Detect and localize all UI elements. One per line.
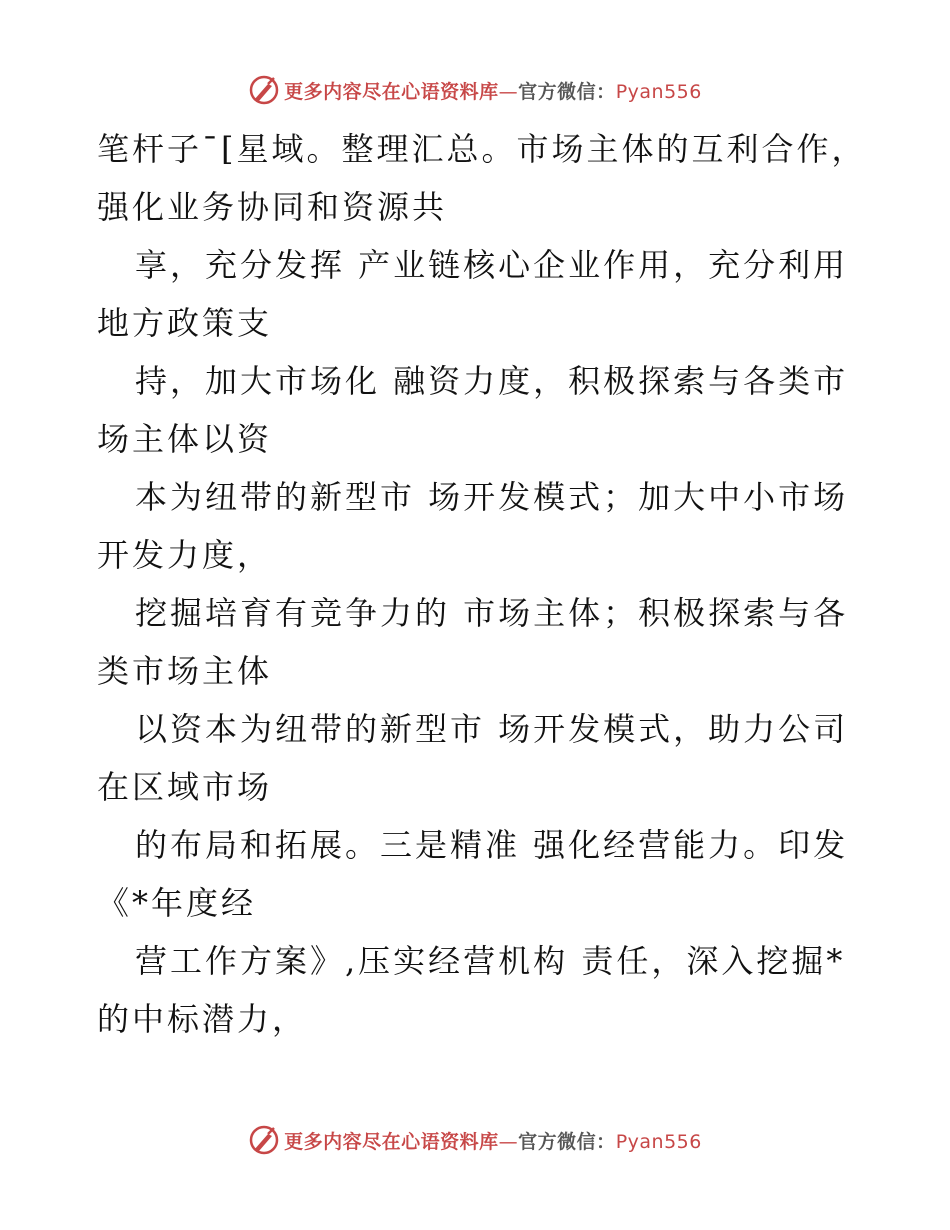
watermark-official: 官方微信： — [518, 1130, 616, 1153]
text-line: 类市场主体 — [97, 652, 273, 690]
document-body — [97, 120, 867, 1048]
text-line: 开发力度， — [97, 536, 273, 574]
text-line: 强化业务协同和资源共 — [97, 188, 448, 226]
pen-logo-icon — [248, 1124, 280, 1156]
text-line: 的布局和拓展。三是精准 强化经营能力。印发 — [135, 826, 849, 864]
text-line: 在区域市场 — [97, 768, 273, 806]
watermark-dash: — — [498, 80, 519, 103]
watermark-name: 更多内容尽在心语资料库 — [284, 80, 499, 103]
text-line: 挖掘培育有竞争力的 市场主体；积极探索与各 — [135, 594, 849, 632]
text-line: 《*年度经 — [97, 884, 257, 922]
watermark-name: 更多内容尽在心语资料库 — [284, 1130, 499, 1153]
text-line: 享，充分发挥 产业链核心企业作用，充分利用 — [135, 246, 849, 284]
text-line: 笔杆子¯[星域。整理汇总。市场主体的互利合作， — [97, 130, 867, 168]
text-line: 场主体以资 — [97, 420, 273, 458]
text-line: 的中标潜力， — [97, 1000, 308, 1038]
pen-logo-icon — [248, 74, 280, 106]
watermark-id: Pyan556 — [615, 80, 702, 103]
text-line: 地方政策支 — [97, 304, 273, 342]
text-line: 本为纽带的新型市 场开发模式；加大中小市场 — [135, 478, 849, 516]
watermark-text — [284, 77, 702, 104]
text-line: 以资本为纽带的新型市 场开发模式，助力公司 — [135, 710, 849, 748]
footer-watermark — [0, 1120, 950, 1160]
watermark-text — [284, 1127, 702, 1154]
text-line: 持，加大市场化 融资力度，积极探索与各类市 — [135, 362, 849, 400]
text-line: 营工作方案》,压实经营机构 责任，深入挖掘* — [135, 942, 846, 980]
header-watermark — [0, 70, 950, 110]
watermark-official: 官方微信： — [518, 80, 616, 103]
watermark-dash: — — [498, 1130, 519, 1153]
watermark-id: Pyan556 — [615, 1130, 702, 1153]
